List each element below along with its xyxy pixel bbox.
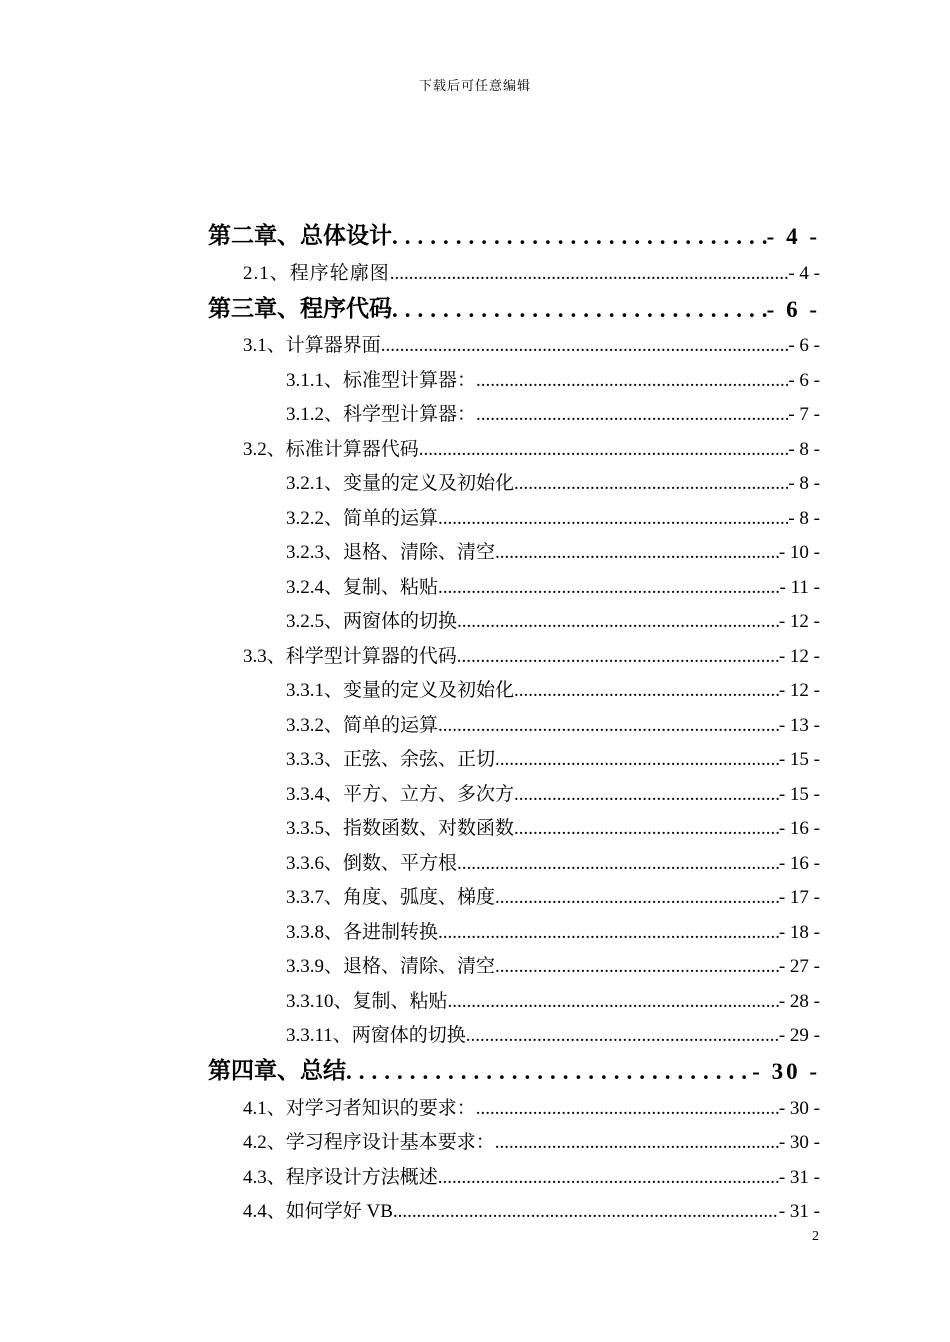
toc-entry-page: - 29 -	[778, 1025, 820, 1046]
toc-entry-page: - 31 -	[778, 1166, 820, 1188]
toc-entry-page: - 16 -	[778, 852, 820, 874]
toc-leader-dots	[438, 508, 788, 530]
toc-entry[interactable]	[208, 392, 820, 427]
toc-entry-title: 3.2.2、简单的运算	[286, 507, 439, 529]
toc-entry[interactable]	[208, 840, 820, 875]
toc-entry-title: 3.3.7、角度、弧度、梯度	[286, 887, 496, 908]
toc-entry[interactable]	[208, 633, 820, 668]
toc-entry-title: 3.3.4、平方、立方、多次方	[286, 783, 515, 805]
toc-entry-page: - 10 -	[778, 542, 820, 563]
toc-entry[interactable]	[208, 702, 820, 737]
toc-leader-dots	[438, 577, 780, 599]
toc-entry[interactable]	[208, 564, 820, 599]
toc-entry[interactable]	[208, 668, 820, 703]
toc-entry[interactable]	[208, 530, 820, 565]
toc-entry-title: 3.3.3、正弦、余弦、正切	[286, 749, 496, 770]
toc-entry-title: 3.3.2、简单的运算	[286, 714, 439, 736]
toc-leader-dots	[495, 956, 779, 978]
toc-leader-dots	[457, 646, 779, 668]
toc-entry-page: - 30 -	[778, 1097, 820, 1119]
toc-entry-page: - 16 -	[778, 818, 820, 839]
toc-leader-dots	[438, 1167, 779, 1189]
toc-leader-dots	[438, 922, 779, 944]
toc-entry[interactable]	[208, 1189, 820, 1224]
toc-leader-dots	[476, 404, 788, 426]
toc-entry[interactable]	[208, 250, 820, 285]
toc-entry-page: - 15 -	[778, 783, 820, 805]
toc-entry-page: - 6 -	[766, 296, 820, 322]
toc-entry[interactable]	[208, 1013, 820, 1048]
toc-leader-dots	[346, 1059, 752, 1085]
toc-entry-title: 3.2.3、退格、清除、清空	[286, 542, 496, 563]
toc-leader-dots	[392, 297, 767, 323]
page-header: 下载后可任意编辑	[418, 78, 531, 93]
toc-entry[interactable]	[208, 806, 820, 841]
toc-entry[interactable]	[208, 1047, 820, 1085]
toc-entry-title: 4.1、对学习者知识的要求：	[243, 1097, 476, 1119]
toc-entry-title: 3.1、计算器界面	[243, 335, 381, 356]
toc-entry-page: - 15 -	[778, 749, 820, 770]
toc-entry-title: 3.2、标准计算器代码	[243, 438, 419, 460]
toc-entry[interactable]	[208, 285, 820, 323]
toc-entry-page: - 12 -	[778, 645, 820, 667]
toc-entry-page: - 4 -	[788, 262, 820, 284]
toc-leader-dots	[457, 611, 779, 633]
toc-entry-title: 3.3.11、两窗体的切换	[286, 1025, 466, 1046]
toc-entry-title: 2.1、程序轮廓图	[243, 262, 390, 284]
toc-entry-title: 3.2.5、两窗体的切换	[286, 611, 458, 632]
toc-entry[interactable]	[208, 978, 820, 1013]
toc-leader-dots	[393, 1201, 779, 1223]
toc-entry-title: 4.3、程序设计方法概述	[243, 1166, 438, 1188]
toc-leader-dots	[392, 224, 767, 250]
toc-leader-dots	[381, 335, 789, 357]
toc-entry-title: 第三章、程序代码	[208, 295, 392, 321]
toc-leader-dots	[495, 749, 779, 771]
toc-leader-dots	[514, 473, 788, 495]
toc-entry-page: - 17 -	[778, 887, 820, 908]
toc-entry-page: - 8 -	[788, 473, 820, 494]
toc-entry-title: 3.3.1、变量的定义及初始化	[286, 680, 515, 701]
toc-entry[interactable]	[208, 909, 820, 944]
toc-entry-page: - 6 -	[788, 335, 820, 356]
toc-entry[interactable]	[208, 1120, 820, 1155]
toc-entry-page: - 4 -	[766, 224, 820, 249]
toc-entry-title: 3.2.4、复制、粘贴	[286, 576, 439, 598]
toc-entry[interactable]	[208, 323, 820, 358]
toc-entry[interactable]	[208, 461, 820, 496]
toc-entry[interactable]	[208, 944, 820, 979]
toc-leader-dots	[476, 370, 788, 392]
toc-leader-dots	[466, 1025, 779, 1047]
toc-entry-page: - 28 -	[778, 990, 820, 1012]
toc-entry-title: 4.4、如何学好 VB	[243, 1201, 393, 1222]
toc-leader-dots	[390, 263, 789, 285]
toc-entry[interactable]	[208, 771, 820, 806]
toc-entry-title: 3.1.1、标准型计算器：	[286, 369, 477, 391]
toc-entry[interactable]	[208, 737, 820, 772]
toc-entry-page: - 7 -	[788, 404, 820, 425]
toc-entry-page: - 27 -	[778, 956, 820, 977]
page-number: 2	[812, 1229, 819, 1244]
toc-entry[interactable]	[208, 357, 820, 392]
toc-entry-title: 3.2.1、变量的定义及初始化	[286, 473, 515, 494]
toc-entry-title: 3.3.6、倒数、平方根	[286, 852, 458, 874]
toc-entry-page: - 13 -	[778, 714, 820, 736]
toc-entry-title: 3.3.9、退格、清除、清空	[286, 956, 496, 977]
toc-entry[interactable]	[208, 426, 820, 461]
toc-entry-page: - 30 -	[778, 1132, 820, 1153]
toc-entry-page: - 12 -	[778, 611, 820, 632]
toc-entry-page: - 6 -	[788, 369, 820, 391]
toc-entry-page: - 30 -	[752, 1059, 820, 1084]
toc-entry-title: 3.3.5、指数函数、对数函数	[286, 818, 515, 839]
toc-entry-page: - 31 -	[778, 1201, 820, 1222]
toc-entry-page: - 8 -	[788, 438, 820, 460]
toc-entry-page: - 18 -	[778, 921, 820, 943]
toc-entry[interactable]	[208, 212, 820, 250]
toc-entry-title: 3.3.10、复制、粘贴	[286, 990, 448, 1012]
toc-entry[interactable]	[208, 495, 820, 530]
toc-leader-dots	[514, 818, 779, 840]
toc-entry-title: 3.1.2、科学型计算器：	[286, 404, 477, 425]
toc-leader-dots	[419, 439, 789, 461]
toc-leader-dots	[514, 784, 779, 806]
toc-leader-dots	[514, 680, 779, 702]
toc-leader-dots	[495, 1132, 779, 1154]
toc-entry-page: - 12 -	[778, 680, 820, 701]
toc-entry-title: 第二章、总体设计	[208, 223, 392, 248]
toc-leader-dots	[448, 991, 779, 1013]
toc-entry[interactable]	[208, 875, 820, 910]
toc-entry[interactable]	[208, 1085, 820, 1120]
toc-entry-page: - 8 -	[788, 507, 820, 529]
toc-entry-title: 3.3、科学型计算器的代码	[243, 645, 457, 667]
toc-leader-dots	[457, 853, 779, 875]
toc-leader-dots	[495, 887, 779, 909]
toc-leader-dots	[438, 715, 779, 737]
toc-entry-title: 4.2、学习程序设计基本要求：	[243, 1132, 495, 1153]
table-of-contents	[208, 212, 820, 1223]
toc-leader-dots	[495, 542, 779, 564]
toc-entry-title: 第四章、总结	[208, 1058, 346, 1083]
toc-entry-page: - 11 -	[779, 576, 820, 598]
toc-entry[interactable]	[208, 1154, 820, 1189]
toc-entry[interactable]	[208, 599, 820, 634]
toc-leader-dots	[476, 1098, 779, 1120]
toc-entry-title: 3.3.8、各进制转换	[286, 921, 439, 943]
